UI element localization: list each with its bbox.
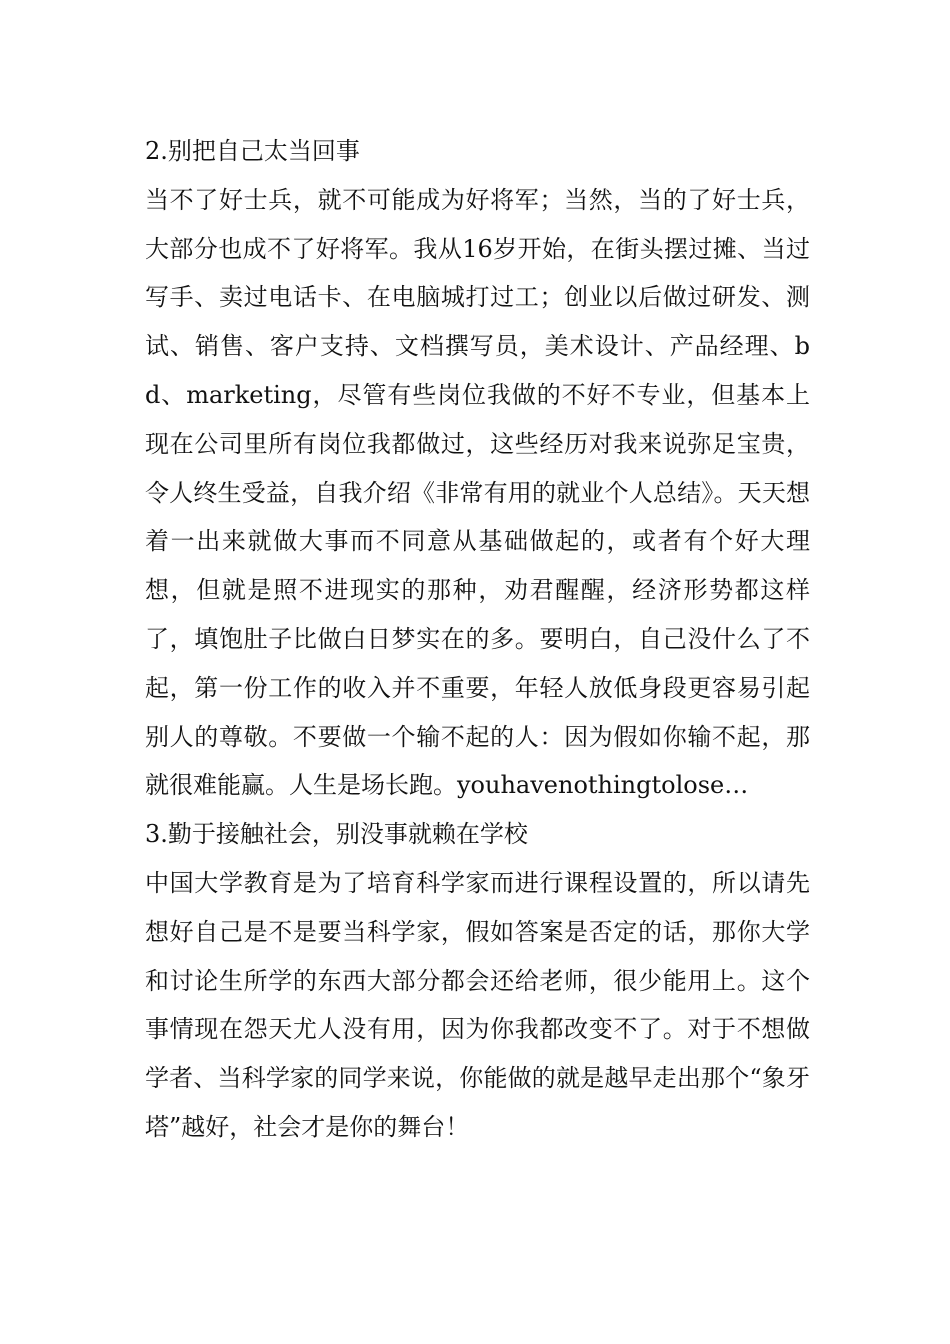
section-paragraph: 当不了好士兵，就不可能成为好将军；当然，当的了好士兵，大部分也成不了好将军。我从16岁开始，在街头摆过摊、当过写手、卖过电话卡、在电脑城打过工；创业以后做过研发、测试、销售、客户支持、文档撰写员，美术设计、产品经理、bd、marketing，尽管有些岗位我做的不好不专业，但基本上现在公司里所有岗位我都做过，这些经历对我来说弥足宝贵，令人终生受益，自我介绍《非常有用的就业个人总结》。天天想着一出来就做大事而不同意从基础做起的，或者有个好大理想，但就是照不进现实的那种，劝君醒醒，经济形势都这样了，填饱肚子比做白日梦实在的多。要明白，自己没什么了不起，第一份工作的收入并不重要，年轻人放低身段更容易引起别人的尊敬。不要做一个输不起的人：因为假如你输不起，那就很难能赢。人生是场长跑。youhavenothingtolose… — [145, 185, 810, 800]
document-body — [145, 127, 810, 1152]
section-heading: 2.别把自己太当回事 — [145, 137, 360, 165]
section-heading: 3.勤于接触社会，别没事就赖在学校 — [145, 820, 528, 849]
section-paragraph: 中国大学教育是为了培育科学家而进行课程设置的，所以请先想好自己是不是要当科学家，假如答案是否定的话，那你大学和讨论生所学的东西大部分都会还给老师，很少能用上。这个事情现在怨天尤人没有用，因为你我都改变不了。对于不想做学者、当科学家的同学来说，你能做的就是越早走出那个“象牙塔”越好，社会才是你的舞台！ — [145, 868, 810, 1141]
